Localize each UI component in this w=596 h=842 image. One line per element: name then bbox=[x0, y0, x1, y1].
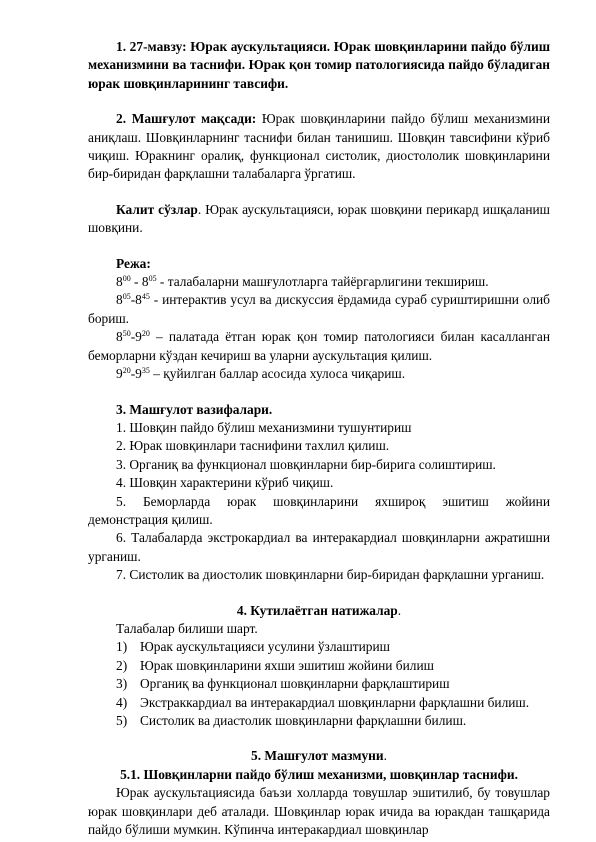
task-item: 3. Органиқ ва функционал шовқинларни бир-бирига солиштириш. bbox=[116, 456, 496, 472]
tasks-heading: 3. Машғулот вазифалари. bbox=[116, 401, 273, 417]
plan-step: $9^{20}-9^{35}$ – қуйилган баллар асосида хулоса чиқариш. bbox=[116, 366, 406, 382]
outcomes-heading: 4. Кутилаётган натижалар. bbox=[236, 602, 402, 618]
tasks-list bbox=[88, 419, 550, 585]
content-heading: 5. Машғулот мазмуни. bbox=[251, 748, 387, 764]
outcome-item: 4) Экстраккардиал ва интеракардиал шовқинларни фарқлашни билиш. bbox=[116, 694, 530, 710]
task-item: 2. Юрак шовқинлари таснифини тахлил қилиш. bbox=[116, 438, 390, 454]
plan-step: $8^{00} - 8^{05}$ - талабаларни машғулотларга тайёргарлигини текшириш. bbox=[116, 274, 489, 290]
keywords-paragraph bbox=[88, 201, 550, 238]
outcome-item: 2) Юрак шовқинларини яхши эшитиш жойини билиш bbox=[116, 657, 434, 673]
outcomes-list bbox=[116, 638, 550, 730]
plan-steps bbox=[88, 273, 550, 383]
plan-step: $8^{50}-9^{20}$ – палатада ётган юрак қон томир патологияси билан касалланган беморларни кўздан кечириш ва уларни аускультация қилиш. bbox=[88, 329, 550, 363]
outcome-item: 1) Юрак аускультацияси усулини ўзлаштириш bbox=[116, 639, 390, 655]
task-item: 5. Беморларда юрак шовқинларини яхшироқ эшитиш жойини демонстрация қилиш. bbox=[88, 493, 550, 527]
topic-heading bbox=[88, 38, 550, 93]
plan-step: $8^{05}-8^{45}$ - интерактив усул ва дискуссия ёрдамида сураб суриштиришни олиб бориш. bbox=[88, 292, 550, 326]
topic-prefix: 1. 27-мавзу: bbox=[116, 39, 191, 54]
content-paragraph: Юрак аускультациясида баъзи холларда товушлар эшитилиб, бу товушлар юрак шовқинлари деб аталади. Шовқинлар юрак ичида ва юракдан ташқарида пайдо бўлиши мумкин. Кўпинча интеракардиал шовқинлар bbox=[88, 785, 550, 838]
outcome-item: 5) Систолик ва диастолик шовқинларни фарқлашни билиш. bbox=[116, 713, 467, 728]
goal-label: 2. Машғулот мақсади: bbox=[116, 111, 257, 127]
goal-paragraph bbox=[88, 110, 550, 184]
content-subheading: 5.1. Шовқинларни пайдо бўлиш механизми, шовқинлар таснифи. bbox=[120, 766, 518, 782]
plan-heading: Режа: bbox=[116, 255, 151, 271]
keywords-text: . Юрак аускультацияси, юрак шовқини перикард ишқаланиш шовқини. bbox=[88, 201, 550, 236]
task-item: 1. Шовқин пайдо бўлиш механизмини тушунтириш bbox=[116, 419, 412, 435]
task-item: 6. Талабаларда экстрокардиал ва интеракардиал шовқинларни ажратишни урганиш. bbox=[88, 530, 550, 564]
keywords-label: Калит сўзлар bbox=[116, 201, 198, 217]
goal-text: Юрак шовқинларини пайдо бўлиш механизмини аниқлаш. Шовқинларнинг таснифи билан танишиш. Шовқин тавсифини кўриб чиқиш. Юракнинг оралиқ, функционал систолик, диостололик шовқинларини бир-биридан фарқлашни талабаларга ўргатиш. bbox=[88, 111, 550, 182]
outcomes-intro: Талабалар билиши шарт. bbox=[116, 620, 258, 636]
outcome-item: 3) Органиқ ва функционал шовқинларни фарқлаштириш bbox=[116, 676, 450, 692]
document-page bbox=[88, 38, 550, 839]
topic-title: Юрак аускультацияси. Юрак шовқинларини пайдо бўлиш механизмини ва таснифи. Юрак қон томир патологиясида пайдо бўладиган юрак шовқинларининг тавсифи. bbox=[88, 39, 550, 91]
task-item: 4. Шовқин характерини кўриб чиқиш. bbox=[116, 475, 334, 491]
task-item: 7. Систолик ва диостолик шовқинларни бир-биридан фарқлашни урганиш. bbox=[116, 567, 545, 583]
